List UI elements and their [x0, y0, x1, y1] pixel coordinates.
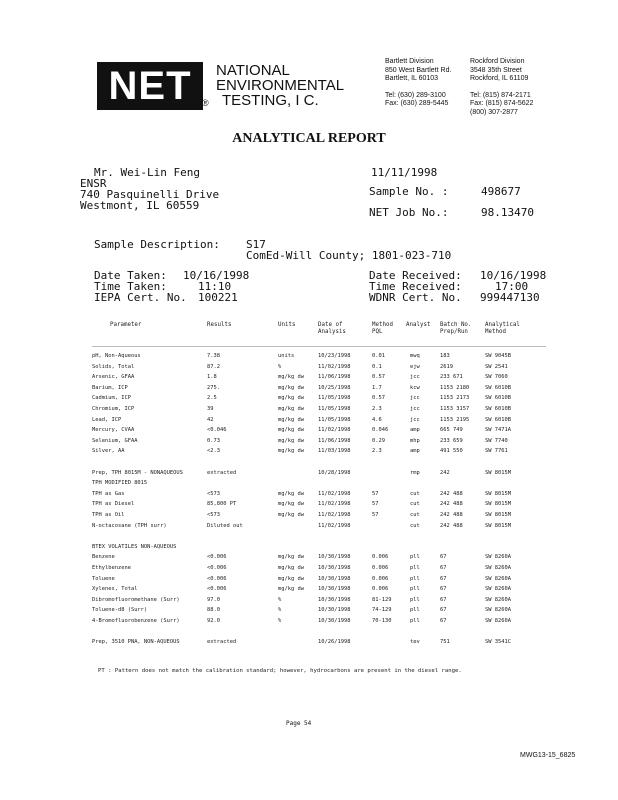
cell-analysis-date: 10/30/1998: [318, 586, 351, 593]
cell-batch: 2619: [440, 363, 453, 370]
header-date: Date of Analysis: [318, 322, 346, 335]
company-line-2: ENVIRONMENTAL: [216, 77, 345, 94]
bartlett-line: Bartlett Division: [385, 58, 434, 65]
client-company: ENSR: [80, 177, 107, 190]
cell-analyst: mwq: [410, 353, 420, 359]
cell-analyst: pll: [410, 607, 420, 614]
cell-parameter: Silver, AA: [92, 448, 125, 455]
time-taken-value: 11:10: [198, 280, 232, 293]
cell-analyst: pll: [410, 575, 420, 582]
cell-parameter: Prep, TPH 8015M - NONAQUEOUS: [92, 469, 183, 476]
cell-pql: 2.3: [372, 448, 382, 455]
wdnr-cert-label: WDNR Cert. No.: [369, 291, 462, 304]
cell-batch: 233 659: [440, 437, 463, 444]
cell-result: <0.006: [207, 586, 227, 593]
cell-pql: 81-129: [372, 596, 392, 603]
cell-method: SW 8260A: [485, 618, 511, 624]
cell-result: <573: [207, 490, 220, 497]
date-received-value: 10/16/1998: [480, 269, 547, 282]
cell-result: <0.006: [207, 575, 227, 582]
cell-batch: 67: [440, 607, 447, 614]
cell-method: SW 8015M: [485, 501, 511, 508]
bartlett-line: Bartlett, IL 60103: [385, 75, 439, 82]
cell-analysis-date: 11/02/1998: [318, 522, 351, 529]
cell-result: <2.3: [207, 448, 220, 455]
cell-analysis-date: 10/30/1998: [318, 607, 351, 614]
cell-units: mg/kg dw: [278, 395, 304, 402]
cell-analysis-date: 11/02/1998: [318, 363, 351, 370]
table-row: [0, 500, 618, 510]
cell-result: <0.006: [207, 554, 227, 561]
cell-batch: 67: [440, 586, 447, 593]
cell-parameter: Ethylbenzene: [92, 565, 131, 571]
cell-analysis-date: 10/25/1998: [318, 384, 351, 391]
company-line-1: NATIONAL: [216, 62, 290, 79]
cell-pql: 1.7: [372, 384, 382, 391]
time-received-value: 17:00: [495, 280, 529, 293]
cell-result: 85,800 PT: [207, 501, 237, 508]
cell-pql: 57: [372, 490, 379, 497]
table-row: [0, 373, 618, 383]
company-name: [216, 63, 344, 108]
cell-result: 7.38: [207, 353, 220, 359]
cell-parameter: Prep, 3510 PNA, NON-AQUEOUS: [92, 639, 180, 646]
cell-analysis-date: 11/02/1998: [318, 490, 351, 497]
cell-analyst: jcc: [410, 416, 420, 423]
cell-analysis-date: 10/30/1998: [318, 565, 351, 571]
cell-result: 88.0: [207, 607, 220, 614]
cell-analysis-date: 10/30/1998: [318, 618, 351, 624]
rockford-line: Fax: (815) 874-5622: [470, 100, 534, 107]
cell-analysis-date: 10/28/1998: [318, 469, 351, 476]
cell-units: mg/kg dw: [278, 554, 304, 561]
header-results: Results: [207, 322, 232, 328]
cell-units: mg/kg dw: [278, 416, 304, 423]
cell-batch: 242 488: [440, 522, 463, 529]
cell-method: SW 8015M: [485, 512, 511, 518]
cell-units: %: [278, 607, 282, 614]
cell-pql: 0.006: [372, 565, 389, 571]
cell-analyst: pll: [410, 596, 420, 603]
cell-analysis-date: 10/26/1998: [318, 639, 351, 646]
table-row: [0, 532, 618, 542]
cell-parameter: Selenium, GFAA: [92, 437, 138, 444]
cell-parameter: Toluene-d8 (Surr): [92, 607, 148, 614]
cell-result: extracted: [207, 639, 237, 646]
cell-parameter: Benzene: [92, 554, 115, 561]
iepa-cert-value: 100221: [198, 291, 238, 304]
cell-batch: 67: [440, 596, 447, 603]
header-units: Units: [278, 322, 296, 328]
cell-method: SW 6010B: [485, 395, 511, 402]
sample-no-value: 498677: [481, 185, 521, 198]
client-name: Mr. Wei-Lin Feng: [94, 166, 200, 179]
table-row: [0, 575, 618, 585]
rockford-line: Rockford Division: [470, 58, 525, 65]
cell-result: extracted: [207, 469, 237, 476]
cell-units: mg/kg dw: [278, 384, 304, 391]
cell-result: 2.5: [207, 395, 217, 402]
cell-pql: 70-130: [372, 618, 392, 624]
cell-analyst: ejw: [410, 363, 420, 370]
table-row: [0, 543, 618, 553]
cell-analyst: jcc: [410, 374, 420, 381]
cell-units: %: [278, 596, 282, 603]
cell-units: mg/kg dw: [278, 406, 304, 412]
cell-pql: 57: [372, 512, 379, 518]
cell-parameter: Barium, ICP: [92, 384, 128, 391]
cell-pql: 0.006: [372, 554, 389, 561]
cell-parameter: TPH as Oil: [92, 512, 125, 518]
cell-batch: 1153 2173: [440, 395, 470, 402]
table-row: [0, 585, 618, 595]
cell-result: Diluted out: [207, 522, 243, 529]
cell-batch: 67: [440, 618, 447, 624]
date-taken-value: 10/16/1998: [183, 269, 250, 282]
wdnr-cert-value: 999447130: [480, 291, 540, 304]
table-row: [0, 437, 618, 447]
cell-analyst: mhp: [410, 437, 420, 444]
cell-analyst: amp: [410, 448, 420, 455]
rockford-line: Tel: (815) 874-2171: [470, 91, 531, 99]
header-parameter: Parameter: [110, 322, 142, 328]
iepa-cert-label: IEPA Cert. No.: [94, 291, 187, 304]
net-logo: [97, 62, 203, 110]
job-no-value: 98.13470: [481, 206, 534, 219]
cell-result: 92.0: [207, 618, 220, 624]
cell-parameter: 4-Bromofluorobenzene (Surr): [92, 618, 180, 624]
cell-batch: 1153 2180: [440, 384, 470, 391]
cell-method: SW 8260A: [485, 554, 511, 561]
cell-method: SW 8260A: [485, 596, 511, 603]
cell-analysis-date: 10/30/1998: [318, 575, 351, 582]
cell-units: mg/kg dw: [278, 512, 304, 518]
cell-method: SW 3541C: [485, 639, 511, 646]
cell-pql: 4.6: [372, 416, 382, 423]
cell-analyst: kcw: [410, 384, 420, 391]
cell-units: mg/kg dw: [278, 565, 304, 571]
rockford-line: (800) 307-2877: [470, 108, 518, 116]
cell-pql: 0.1: [372, 363, 382, 370]
cell-batch: 242: [440, 469, 450, 476]
table-row: [0, 458, 618, 468]
cell-parameter: Toluene: [92, 575, 115, 582]
cell-parameter: Mercury, CVAA: [92, 427, 135, 434]
table-row: [0, 606, 618, 616]
cell-pql: 0.57: [372, 395, 385, 402]
cell-batch: 242 488: [440, 501, 463, 508]
table-row: [0, 363, 618, 373]
time-taken-label: Time Taken:: [94, 280, 167, 293]
table-row: [0, 469, 618, 479]
cell-units: mg/kg dw: [278, 374, 304, 381]
cell-analyst: pll: [410, 618, 420, 624]
table-row: [0, 617, 618, 627]
table-row: [0, 447, 618, 457]
rockford-line: [470, 84, 533, 92]
cell-analyst: cut: [410, 490, 420, 497]
table-header: [0, 322, 618, 335]
cell-method: SW 8260A: [485, 607, 511, 614]
cell-parameter: Cadmium, ICP: [92, 395, 131, 402]
table-row: [0, 522, 618, 532]
cell-analyst: cut: [410, 522, 420, 529]
cell-units: mg/kg dw: [278, 437, 304, 444]
cell-analyst: cut: [410, 512, 420, 518]
report-title: ANALYTICAL REPORT: [232, 131, 386, 146]
table-row: [0, 416, 618, 426]
cell-parameter: N-octacosane (TPH surr): [92, 522, 167, 529]
client-city: Westmont, IL 60559: [80, 199, 200, 212]
table-row: [0, 352, 618, 362]
cell-method: SW 8015M: [485, 522, 511, 529]
cell-analysis-date: 11/05/1998: [318, 395, 351, 402]
cell-method: SW 7740: [485, 437, 508, 444]
cell-analyst: pll: [410, 554, 420, 561]
bartlett-line: Fax: (630) 289-5445: [385, 100, 449, 107]
cell-analysis-date: 10/30/1998: [318, 554, 351, 561]
cell-result: <0.046: [207, 427, 227, 434]
cell-batch: 233 671: [440, 374, 463, 381]
cell-method: SW 6010B: [485, 416, 511, 423]
header-method-pql: Method PQL: [372, 322, 393, 335]
cell-analyst: rmp: [410, 469, 420, 476]
rockford-line: Rockford, IL 61109: [470, 75, 529, 82]
cell-analysis-date: 11/02/1998: [318, 512, 351, 518]
cell-parameter: Solids, Total: [92, 363, 135, 370]
cell-result: 275.: [207, 384, 220, 391]
cell-batch: 183: [440, 353, 450, 359]
cell-units: mg/kg dw: [278, 501, 304, 508]
bartlett-division-address: [385, 58, 451, 109]
cell-pql: 0.046: [372, 427, 389, 434]
cell-parameter: BTEX VOLATILES NON-AQUEOUS: [92, 543, 177, 550]
company-line-3: TESTING, I C.: [222, 92, 319, 109]
cell-pql: 0.29: [372, 437, 385, 444]
cell-result: <573: [207, 512, 220, 518]
sample-no-label: Sample No. :: [369, 185, 449, 198]
cell-method: SW 8015M: [485, 490, 511, 497]
cell-method: SW 6010B: [485, 384, 511, 391]
cell-method: SW 8260A: [485, 586, 511, 593]
rockford-line: 3548 35th Street: [470, 66, 522, 74]
cell-analyst: pll: [410, 565, 420, 571]
cell-units: units: [278, 353, 295, 359]
rockford-division-address: [470, 58, 533, 117]
cell-pql: 57: [372, 501, 379, 508]
cell-parameter: pH, Non-Aqueous: [92, 353, 141, 359]
cell-batch: 1153 2195: [440, 416, 470, 423]
cell-units: mg/kg dw: [278, 448, 304, 455]
cell-method: SW 9045B: [485, 353, 511, 359]
cell-analysis-date: 11/06/1998: [318, 437, 351, 444]
cell-units: mg/kg dw: [278, 427, 304, 434]
cell-method: SW 7761: [485, 448, 508, 455]
cell-method: SW 7471A: [485, 427, 511, 434]
cell-batch: 242 488: [440, 490, 463, 497]
table-row: [0, 553, 618, 563]
cell-analysis-date: 11/05/1998: [318, 406, 351, 412]
registered-mark: ®: [202, 98, 209, 108]
cell-method: SW 8015M: [485, 469, 511, 476]
cell-result: 0.73: [207, 437, 220, 444]
cell-units: mg/kg dw: [278, 490, 304, 497]
date-taken-label: Date Taken:: [94, 269, 167, 282]
cell-analysis-date: 10/23/1998: [318, 353, 351, 359]
footnote: PT : Pattern does not match the calibration standard; however, hydrocarbons are present in the diesel range.: [98, 668, 462, 674]
cell-batch: 665 749: [440, 427, 463, 434]
table-row: [0, 638, 618, 648]
table-row: [0, 394, 618, 404]
cell-parameter: TPH as Gas: [92, 490, 125, 497]
cell-analysis-date: 11/03/1998: [318, 448, 351, 455]
cell-pql: 0.01: [372, 353, 385, 359]
document-id: MWG13-15_6825: [520, 752, 576, 759]
cell-method: SW 8260A: [485, 565, 511, 571]
cell-result: 1.8: [207, 374, 217, 381]
cell-analysis-date: 11/02/1998: [318, 427, 351, 434]
table-row: [0, 384, 618, 394]
cell-parameter: Arsenic, GFAA: [92, 374, 135, 381]
logo-mark: NET: [108, 64, 192, 108]
cell-batch: 67: [440, 565, 447, 571]
table-row: [0, 479, 618, 489]
cell-units: %: [278, 363, 282, 370]
time-received-label: Time Received:: [369, 280, 462, 293]
sample-description-value-2: ComEd-Will County; 1801-023-710: [246, 249, 452, 262]
cell-pql: 0.006: [372, 586, 389, 593]
table-row: [0, 628, 618, 638]
report-date: 11/11/1998: [371, 166, 438, 179]
cell-result: 42: [207, 416, 214, 423]
cell-batch: 491 550: [440, 448, 463, 455]
cell-parameter: Lead, ICP: [92, 416, 122, 423]
cell-method: SW 7060: [485, 374, 508, 381]
cell-batch: 67: [440, 575, 447, 582]
cell-units: mg/kg dw: [278, 575, 304, 582]
header-analyst: Analyst: [406, 322, 431, 328]
cell-analysis-date: 11/05/1998: [318, 416, 351, 423]
cell-pql: 2.3: [372, 406, 382, 412]
cell-parameter: TPH as Diesel: [92, 501, 135, 508]
table-row: [0, 405, 618, 415]
cell-result: 39: [207, 406, 214, 412]
bartlett-line: 850 West Bartlett Rd.: [385, 66, 452, 74]
cell-batch: 242 488: [440, 512, 463, 518]
cell-batch: 1153 3157: [440, 406, 470, 412]
cell-parameter: Dibromofluoromethane (Surr): [92, 596, 180, 603]
sample-description-value-1: S17: [246, 238, 266, 251]
cell-result: <0.006: [207, 565, 227, 571]
client-street: 740 Pasquinelli Drive: [80, 188, 220, 201]
cell-pql: 0.57: [372, 374, 385, 381]
cell-parameter: Xylenes, Total: [92, 586, 138, 593]
cell-method: SW 8260A: [485, 575, 511, 582]
cell-analysis-date: 10/30/1998: [318, 596, 351, 603]
job-no-label: NET Job No.:: [369, 206, 449, 219]
cell-analyst: tev: [410, 639, 420, 646]
table-row: [0, 564, 618, 574]
cell-batch: 67: [440, 554, 447, 561]
bartlett-line: Tel: (630) 289-3100: [385, 91, 446, 99]
cell-pql: 74-129: [372, 607, 392, 614]
cell-batch: 751: [440, 639, 450, 646]
cell-parameter: TPH MODIFIED 8015: [92, 480, 148, 487]
cell-units: %: [278, 618, 282, 624]
cell-analyst: pll: [410, 586, 420, 593]
header-batch: Batch No. Prep/Run: [440, 322, 472, 335]
cell-analyst: jcc: [410, 395, 420, 402]
page-number: Page 54: [286, 720, 312, 727]
cell-method: SW 6010B: [485, 406, 511, 412]
table-row: [0, 426, 618, 436]
sample-description-label: Sample Description:: [94, 238, 220, 251]
cell-analyst: jcc: [410, 406, 420, 412]
bartlett-line: [385, 84, 451, 92]
cell-analysis-date: 11/06/1998: [318, 374, 351, 381]
cell-parameter: Chromium, ICP: [92, 406, 135, 412]
cell-analysis-date: 11/02/1998: [318, 501, 351, 508]
table-row: [0, 490, 618, 500]
cell-analyst: amp: [410, 427, 420, 434]
header-method: Analytical Method: [485, 322, 520, 335]
cell-analyst: cut: [410, 501, 420, 508]
table-row: [0, 596, 618, 606]
date-received-label: Date Received:: [369, 269, 462, 282]
header-divider: [92, 346, 546, 347]
table-row: [0, 511, 618, 521]
cell-result: 97.0: [207, 596, 220, 603]
cell-result: 87.2: [207, 363, 220, 370]
cell-pql: 0.006: [372, 575, 389, 582]
cell-units: mg/kg dw: [278, 586, 304, 593]
cell-method: SW 2541: [485, 363, 508, 370]
